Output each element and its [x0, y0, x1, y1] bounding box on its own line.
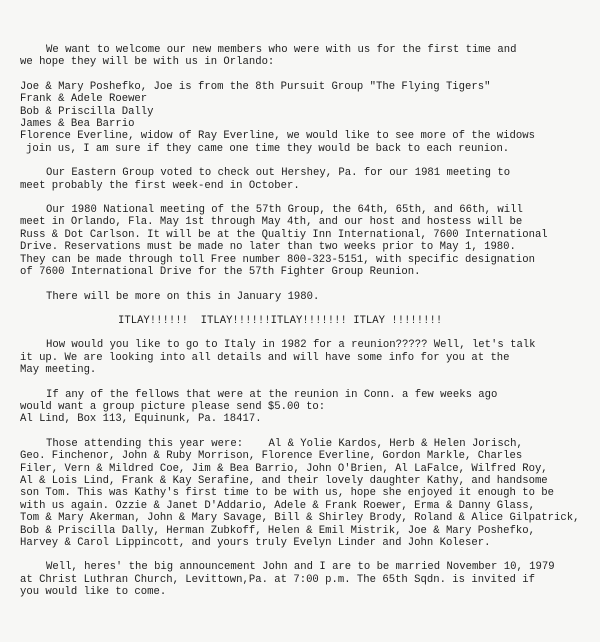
text-line: How would you like to go to Italy in 1982 for a reunion????? Well, let's talk	[46, 339, 536, 352]
text-line: Al & Lois Lind, Frank & Kay Serafine, and their lovely daughter Kathy, and handsome	[20, 474, 548, 487]
text-line: Our Eastern Group voted to check out Hershey, Pa. for our 1981 meeting to	[46, 167, 511, 180]
text-line: Well, heres' the big announcement John and I are to be married November 10, 1979	[46, 561, 555, 574]
italy-banner-text: ITLAY!!!!!! ITLAY!!!!!!ITLAY!!!!!!! ITLAY !!!!!!!!	[118, 314, 443, 327]
text-line: If any of the fellows that were at the reunion in Conn. a few weeks ago	[46, 388, 498, 401]
member-line: Joe & Mary Poshefko, Joe is from the 8th Pursuit Group "The Flying Tigers"	[20, 80, 491, 93]
italy-banner	[20, 315, 586, 327]
text-line: son Tom. This was Kathy's first time to be with us, hope she enjoyed it enough to be	[20, 487, 555, 500]
member-line: James & Bea Barrio	[20, 118, 135, 131]
text-line: May meeting.	[20, 364, 97, 377]
announcement-paragraph	[20, 561, 586, 598]
attendees-paragraph	[20, 438, 586, 550]
eastern-group-paragraph	[20, 167, 586, 192]
member-line: join us, I am sure if they came one time they would be back to each reunion.	[26, 142, 510, 155]
text-line: meet probably the first week-end in October.	[20, 179, 300, 192]
member-line: Florence Everline, widow of Ray Everline, we would like to see more of the widows	[20, 130, 535, 143]
text-line: at Christ Luthran Church, Levittown,Pa. at 7:00 p.m. The 65th Sqdn. is invited if	[20, 573, 535, 586]
more-info-paragraph	[20, 291, 586, 303]
italy-paragraph	[20, 339, 586, 376]
national-meeting-paragraph	[20, 204, 586, 278]
text-line: Drive. Reservations must be made no later than two weeks prior to May 1, 1980.	[20, 241, 516, 254]
text-line: Geo. Finchenor, John & Ruby Morrison, Florence Everline, Gordon Markle, Charles	[20, 450, 523, 463]
text-line: There will be more on this in January 1980.	[46, 290, 320, 303]
member-line: Bob & Priscilla Dally	[20, 105, 154, 118]
group-picture-paragraph	[20, 389, 586, 426]
text-line: it up. We are looking into all details and will have some info for you at the	[20, 351, 510, 364]
text-line: Russ & Dot Carlson. It will be at the Qualtiy Inn International, 7600 International	[20, 228, 548, 241]
text-line: Tom & Mary Akerman, John & Mary Savage, Bill & Shirley Brody, Roland & Alice Gilpatrick,	[20, 512, 580, 525]
member-line: Frank & Adele Roewer	[20, 93, 148, 106]
welcome-paragraph	[20, 44, 586, 69]
text-line: with us again. Ozzie & Janet D'Addario, Adele & Frank Roewer, Erma & Danny Glass,	[20, 499, 535, 512]
text-line: Bob & Priscilla Dally, Herman Zubkoff, Helen & Emil Mistrik, Joe & Mary Poshefko,	[20, 524, 535, 537]
text-line: would want a group picture please send $5.00 to:	[20, 400, 326, 413]
text-line: Filer, Vern & Mildred Coe, Jim & Bea Barrio, John O'Brien, Al LaFalce, Wilfred Roy,	[20, 462, 548, 475]
text-line: Al Lind, Box 113, Equinunk, Pa. 18417.	[20, 413, 262, 426]
text-line: we hope they will be with us in Orlando:	[20, 56, 275, 69]
new-members-list	[20, 81, 586, 155]
text-line: They can be made through toll Free number 800-323-5151, with specific designation	[20, 253, 535, 266]
text-line: Harvey & Carol Lippincott, and yours truly Evelyn Linder and John Koleser.	[20, 537, 491, 549]
text-line: Our 1980 National meeting of the 57th Group, the 64th, 65th, and 66th, will	[46, 204, 523, 217]
text-line: Those attending this year were: Al & Yolie Kardos, Herb & Helen Jorisch,	[46, 437, 523, 450]
text-line: We want to welcome our new members who were with us for the first time and	[46, 44, 517, 56]
text-line: meet in Orlando, Fla. May 1st through May 4th, and our host and hostess will be	[20, 216, 523, 229]
text-line: of 7600 International Drive for the 57th Fighter Group Reunion.	[20, 266, 421, 279]
text-line: you would like to come.	[20, 586, 167, 599]
